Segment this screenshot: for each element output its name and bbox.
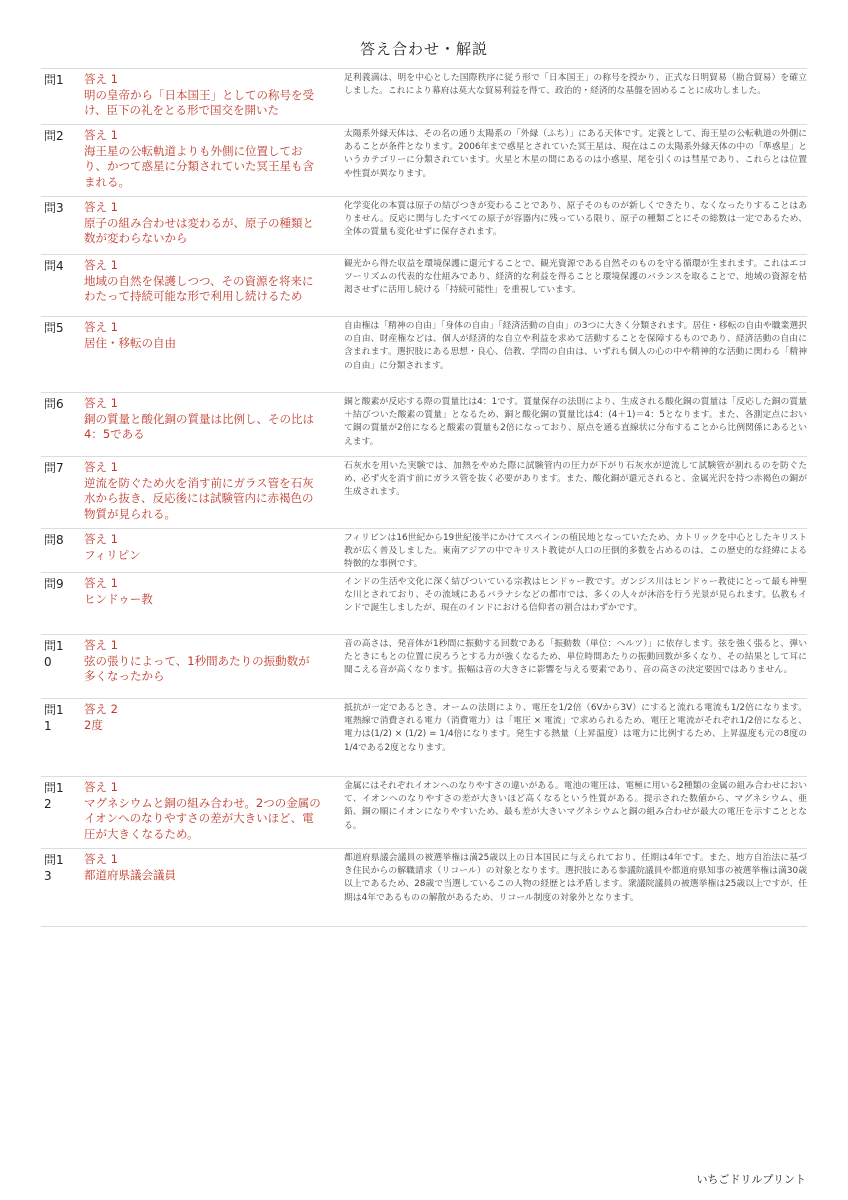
- answer-label: 答え 1: [84, 638, 118, 652]
- question-number: 問3: [44, 201, 64, 215]
- answer-label: 答え 1: [84, 396, 118, 410]
- answer-cell: [71, 393, 321, 456]
- explanation-text: 金属にはそれぞれイオンへのなりやすさの違いがある。電池の電圧は、電極に用いる2種類の金属の組み合わせにおいて、イオンへのなりやすさの差が大きいほど高くなるという性質がある。提示された数値から、マグネシウム、亜鉛、銅の順にイオンになりやすいため、最も差が大きいマグネシウムと銅の組み合わせが最大の電圧を示すこととなる。: [344, 781, 807, 831]
- answer-row: [41, 69, 807, 125]
- answer-cell: [71, 317, 321, 392]
- explanation-text: フィリピンは16世紀から19世紀後半にかけてスペインの植民地となっていたため、カトリックを中心としたキリスト教が広く普及しました。東南アジアの中でキリスト教徒が人口の圧倒的多数を占めるのは、この歴史的な経緯による特徴的な事例です。: [344, 533, 807, 570]
- answer-text: マグネシウムと銅の組み合わせ。2つの金属のイオンへのなりやすさの差が大きいほど、電圧が大きくなるため。: [84, 795, 321, 841]
- answer-label: 答え 2: [84, 702, 118, 716]
- answer-label: 答え 1: [84, 200, 118, 214]
- answer-text: 銅の質量と酸化銅の質量は比例し、その比は4：5である: [84, 411, 314, 441]
- answer-row: [41, 125, 807, 197]
- question-number: 問2: [44, 129, 64, 143]
- question-number: 問10: [44, 639, 64, 669]
- answer-cell: [71, 529, 321, 572]
- explanation-text: 都道府県議会議員の被選挙権は満25歳以上の日本国民に与えられており、任期は4年です。また、地方自治法に基づき住民からの解職請求（リコール）の対象となります。選択肢にある参議院議員や都道府県知事の被選挙権は満30歳以上であるため、28歳で当選しているこの人物の経歴とは矛盾します。衆議院議員の被選挙権は25歳以上ですが、任期は4年であるものの解散があるため、リコール制度の対象外となります。: [344, 853, 807, 903]
- answer-row: [41, 699, 807, 777]
- answer-text: 原子の組み合わせは変わるが、原子の種類と数が変わらないから: [84, 215, 314, 245]
- explanation-text: 抵抗が一定であるとき、オームの法則により、電圧を1/2倍（6Vから3V）にすると流れる電流も1/2倍になります。電熱線で消費される電力（消費電力）は「電圧 × 電流」で求められるため、電圧と電流がそれぞれ1/2倍になると、電力は(1/2) × (1/2) = 1/4倍になります。発生する熱量（上昇温度）は電力に比例するため、上昇温度も元の8度の1/4である2度となります。: [344, 703, 807, 753]
- answer-cell: [71, 125, 321, 196]
- explanation-text: 自由権は「精神の自由」「身体の自由」「経済活動の自由」の3つに大きく分類されます。居住・移転の自由や職業選択の自由、財産権などは、個人が経済的な自立や利益を求めて活動することを保障するものであり、経済活動の自由に含まれます。選択肢にある思想・良心、信教、学問の自由は、いずれも個人の心の中や精神的な活動に関わる「精神の自由」に分類されます。: [344, 321, 807, 371]
- answer-text: 居住・移転の自由: [84, 335, 176, 350]
- question-number: 問6: [44, 397, 64, 411]
- answer-text: 2度: [84, 717, 103, 732]
- answer-cell: [71, 849, 321, 926]
- answer-row: [41, 317, 807, 393]
- answer-text: 明の皇帝から「日本国王」としての称号を受け、臣下の礼をとる形で国交を開いた: [84, 87, 314, 117]
- answer-label: 答え 1: [84, 576, 118, 590]
- answer-row: [41, 635, 807, 699]
- page-title: 答え合わせ・解説: [359, 40, 488, 58]
- answer-row: [41, 529, 807, 573]
- answer-row: [41, 197, 807, 255]
- answer-text: 地域の自然を保護しつつ、その資源を将来にわたって持続可能な形で利用し続けるため: [84, 273, 314, 303]
- answer-label: 答え 1: [84, 258, 118, 272]
- answer-cell: [71, 69, 321, 124]
- explanation-text: 音の高さは、発音体が1秒間に振動する回数である「振動数（単位：ヘルツ）」に依存します。弦を強く張ると、弾いたときにもとの位置に戻ろうとする力が強くなるため、単位時間あたりの振動回数が多くなり、その結果として耳に聞こえる音が高くなります。振幅は音の大きさに影響を与える要素であり、音の高さの決定要因ではありません。: [344, 639, 807, 676]
- question-number: 問9: [44, 577, 64, 591]
- explanation-text: 化学変化の本質は原子の結びつきが変わることであり、原子そのものが新しくできたり、なくなったりすることはありません。反応に関与したすべての原子が容器内に残っている限り、原子の種類ごとにその総数は一定であるため、全体の質量も変化せずに保存されます。: [344, 201, 807, 238]
- explanation-text: インドの生活や文化に深く結びついている宗教はヒンドゥー教です。ガンジス川はヒンドゥー教徒にとって最も神聖な川とされており、その流域にあるバラナシなどの都市では、多くの人々が沐浴を行う光景が見られます。仏教もインドで誕生しましたが、現在のインドにおける信仰者の割合はわずかです。: [344, 577, 807, 614]
- answer-cell: [71, 635, 321, 698]
- answer-text: 逆流を防ぐため火を消す前にガラス管を石灰水から抜き、反応後には試験管内に赤褐色の物質が見られる。: [84, 475, 314, 521]
- answer-label: 答え 1: [84, 780, 118, 794]
- answer-cell: [71, 777, 321, 848]
- question-number: 問8: [44, 533, 64, 547]
- answer-table: [41, 68, 807, 927]
- explanation-text: 銅と酸素が反応する際の質量比は4：1です。質量保存の法則により、生成される酸化銅の質量は「反応した銅の質量＋結びついた酸素の質量」となるため、銅と酸化銅の質量比は4：(4＋1)＝4：5となります。また、各測定点において銅の質量が2倍になると酸素の質量も2倍になっており、原点を通る直線状に分布することから比例関係にあるといえます。: [344, 397, 807, 447]
- answer-row: [41, 457, 807, 529]
- answer-row: [41, 255, 807, 317]
- answer-row: [41, 393, 807, 457]
- answer-text: 海王星の公転軌道よりも外側に位置しており、かつて惑星に分類されていた冥王星も含まれる。: [84, 143, 314, 189]
- answer-text: ヒンドゥー教: [84, 591, 153, 606]
- question-number: 問5: [44, 321, 64, 335]
- question-number: 問12: [44, 781, 64, 811]
- explanation-text: 足利義満は、明を中心とした国際秩序に従う形で「日本国王」の称号を授かり、正式な日明貿易（勘合貿易）を確立しました。これにより幕府は莫大な貿易利益を得て、政治的・経済的な基盤を固めることに成功しました。: [344, 73, 807, 97]
- question-number: 問13: [44, 853, 64, 883]
- explanation-text: 太陽系外縁天体は、その名の通り太陽系の「外縁（ふち）」にある天体です。定義として、海王星の公転軌道の外側にあることが条件となります。2006年まで惑星とされていた冥王星は、現在はこの太陽系外縁天体の中の「準惑星」というカテゴリーに分類されています。火星と木星の間にあるのは小惑星、尾を引くのは彗星であり、これらとは位置や性質が異なります。: [344, 129, 807, 179]
- answer-text: 弦の張りによって、1秒間あたりの振動数が多くなったから: [84, 653, 310, 683]
- answer-cell: [71, 197, 321, 254]
- answer-cell: [71, 255, 321, 316]
- explanation-text: 観光から得た収益を環境保護に還元することで、観光資源である自然そのものを守る循環が生まれます。これはエコツーリズムの代表的な仕組みであり、経済的な利益を得ることと環境保護のバランスを取ることで、地域の資源を枯渇させずに活用し続ける「持続可能性」を重視しています。: [344, 259, 807, 296]
- answer-cell: [71, 457, 321, 528]
- answer-label: 答え 1: [84, 532, 118, 546]
- question-number: 問1: [44, 73, 64, 87]
- question-number: 問7: [44, 461, 64, 475]
- answer-label: 答え 1: [84, 72, 118, 86]
- answer-row: [41, 777, 807, 849]
- answer-label: 答え 1: [84, 128, 118, 142]
- answer-text: 都道府県議会議員: [84, 867, 176, 882]
- answer-label: 答え 1: [84, 320, 118, 334]
- answer-label: 答え 1: [84, 852, 118, 866]
- answer-text: フィリピン: [84, 547, 141, 562]
- answer-cell: [71, 573, 321, 634]
- answer-row: [41, 573, 807, 635]
- footer-brand: いちごドリルプリント: [696, 1173, 806, 1186]
- question-number: 問11: [44, 703, 64, 733]
- answer-label: 答え 1: [84, 460, 118, 474]
- answer-cell: [71, 699, 321, 776]
- explanation-text: 石灰水を用いた実験では、加熱をやめた際に試験管内の圧力が下がり石灰水が逆流して試験管が割れるのを防ぐため、必ず火を消す前にガラス管を抜く必要があります。また、酸化銅が還元されると、金属光沢を持つ赤褐色の銅が生成されます。: [344, 461, 807, 498]
- question-number: 問4: [44, 259, 64, 273]
- answer-row: [41, 849, 807, 927]
